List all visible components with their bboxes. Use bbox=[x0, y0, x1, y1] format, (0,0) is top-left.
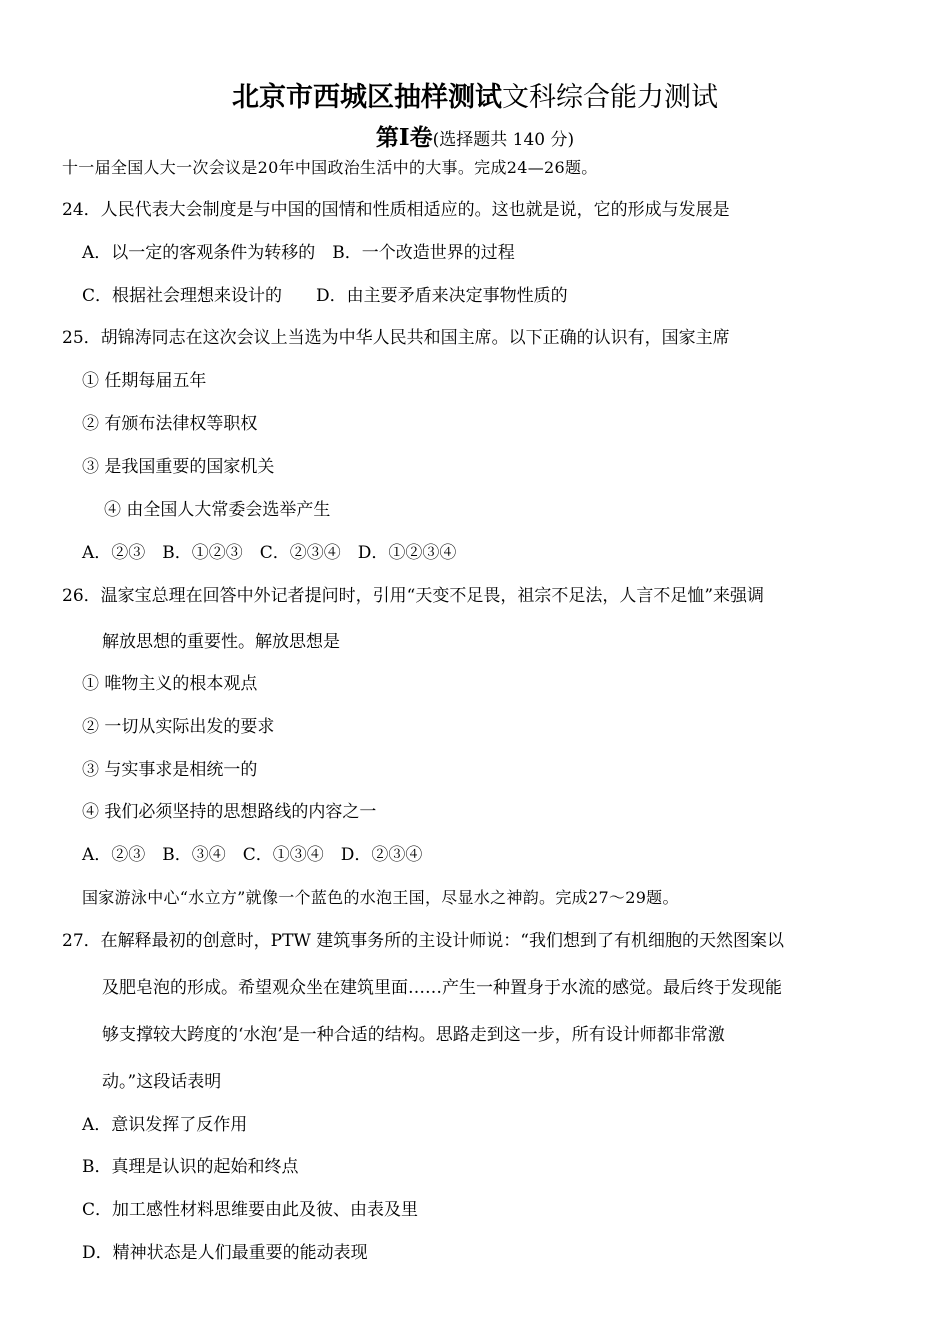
q24-stem: 24．人民代表大会制度是与中国的国情和性质相适应的。这也就是说，它的形成与发展是 bbox=[62, 200, 730, 220]
q26-item-4: ④ 我们必须坚持的思想路线的内容之一 bbox=[82, 802, 377, 822]
q25-options: A．②③ B．①②③ C．②③④ D．①②③④ bbox=[82, 543, 457, 563]
q27-stem-3: 够支撑较大跨度的‘水泡’是一种合适的结构。思路走到这一步，所有设计师都非常激 bbox=[102, 1025, 725, 1045]
q27-option-d: D．精神状态是人们最重要的能动表现 bbox=[82, 1243, 368, 1263]
q27-option-a: A．意识发挥了反作用 bbox=[82, 1115, 248, 1135]
q25-item-3: ③ 是我国重要的国家机关 bbox=[82, 457, 275, 477]
q25-item-1: ① 任期每届五年 bbox=[82, 371, 207, 391]
q27-option-b: B．真理是认识的起始和终点 bbox=[82, 1157, 299, 1177]
q27-stem-4: 动。”这段话表明 bbox=[102, 1072, 222, 1092]
q25-stem: 25．胡锦涛同志在这次会议上当选为中华人民共和国主席。以下正确的认识有，国家主席 bbox=[62, 328, 730, 348]
intro-text-1: 十一届全国人大一次会议是20年中国政治生活中的大事。完成24—26题。 bbox=[62, 158, 598, 177]
title-light: 文科综合能力测试 bbox=[502, 82, 718, 113]
q27-stem-2: 及肥皂泡的形成。希望观众坐在建筑里面……产生一种置身于水流的感觉。最后终于发现能 bbox=[102, 978, 782, 998]
q26-stem-1: 26．温家宝总理在回答中外记者提问时，引用“天变不足畏，祖宗不足法，人言不足恤”来强调 bbox=[62, 586, 765, 606]
q26-item-1: ① 唯物主义的根本观点 bbox=[82, 674, 258, 694]
q27-option-c: C．加工感性材料思维要由此及彼、由表及里 bbox=[82, 1200, 419, 1220]
intro-text-2: 国家游泳中心“水立方”就像一个蓝色的水泡王国，尽显水之神韵。完成27～29题。 bbox=[82, 888, 679, 907]
q26-item-3: ③ 与实事求是相统一的 bbox=[82, 760, 258, 780]
section-name: 第Ⅰ卷 bbox=[375, 124, 433, 151]
q24-options-ab: A．以一定的客观条件为转移的 B．一个改造世界的过程 bbox=[82, 243, 515, 263]
q25-item-4: ④ 由全国人大常委会选举产生 bbox=[104, 500, 331, 520]
page-title bbox=[0, 80, 950, 116]
section-heading bbox=[0, 124, 950, 154]
q26-stem-2: 解放思想的重要性。解放思想是 bbox=[102, 632, 340, 652]
title-bold: 北京市西城区抽样测试 bbox=[232, 82, 502, 113]
q26-options: A．②③ B．③④ C．①③④ D．②③④ bbox=[82, 845, 423, 865]
q25-item-2: ② 有颁布法律权等职权 bbox=[82, 414, 258, 434]
section-note: (选择题共 140 分) bbox=[432, 130, 575, 150]
q26-item-2: ② 一切从实际出发的要求 bbox=[82, 717, 275, 737]
q24-options-cd: C．根据社会理想来设计的 D．由主要矛盾来决定事物性质的 bbox=[82, 286, 568, 306]
q27-stem-1: 27．在解释最初的创意时，PTW 建筑事务所的主设计师说：“我们想到了有机细胞的天然图案以 bbox=[62, 931, 784, 951]
